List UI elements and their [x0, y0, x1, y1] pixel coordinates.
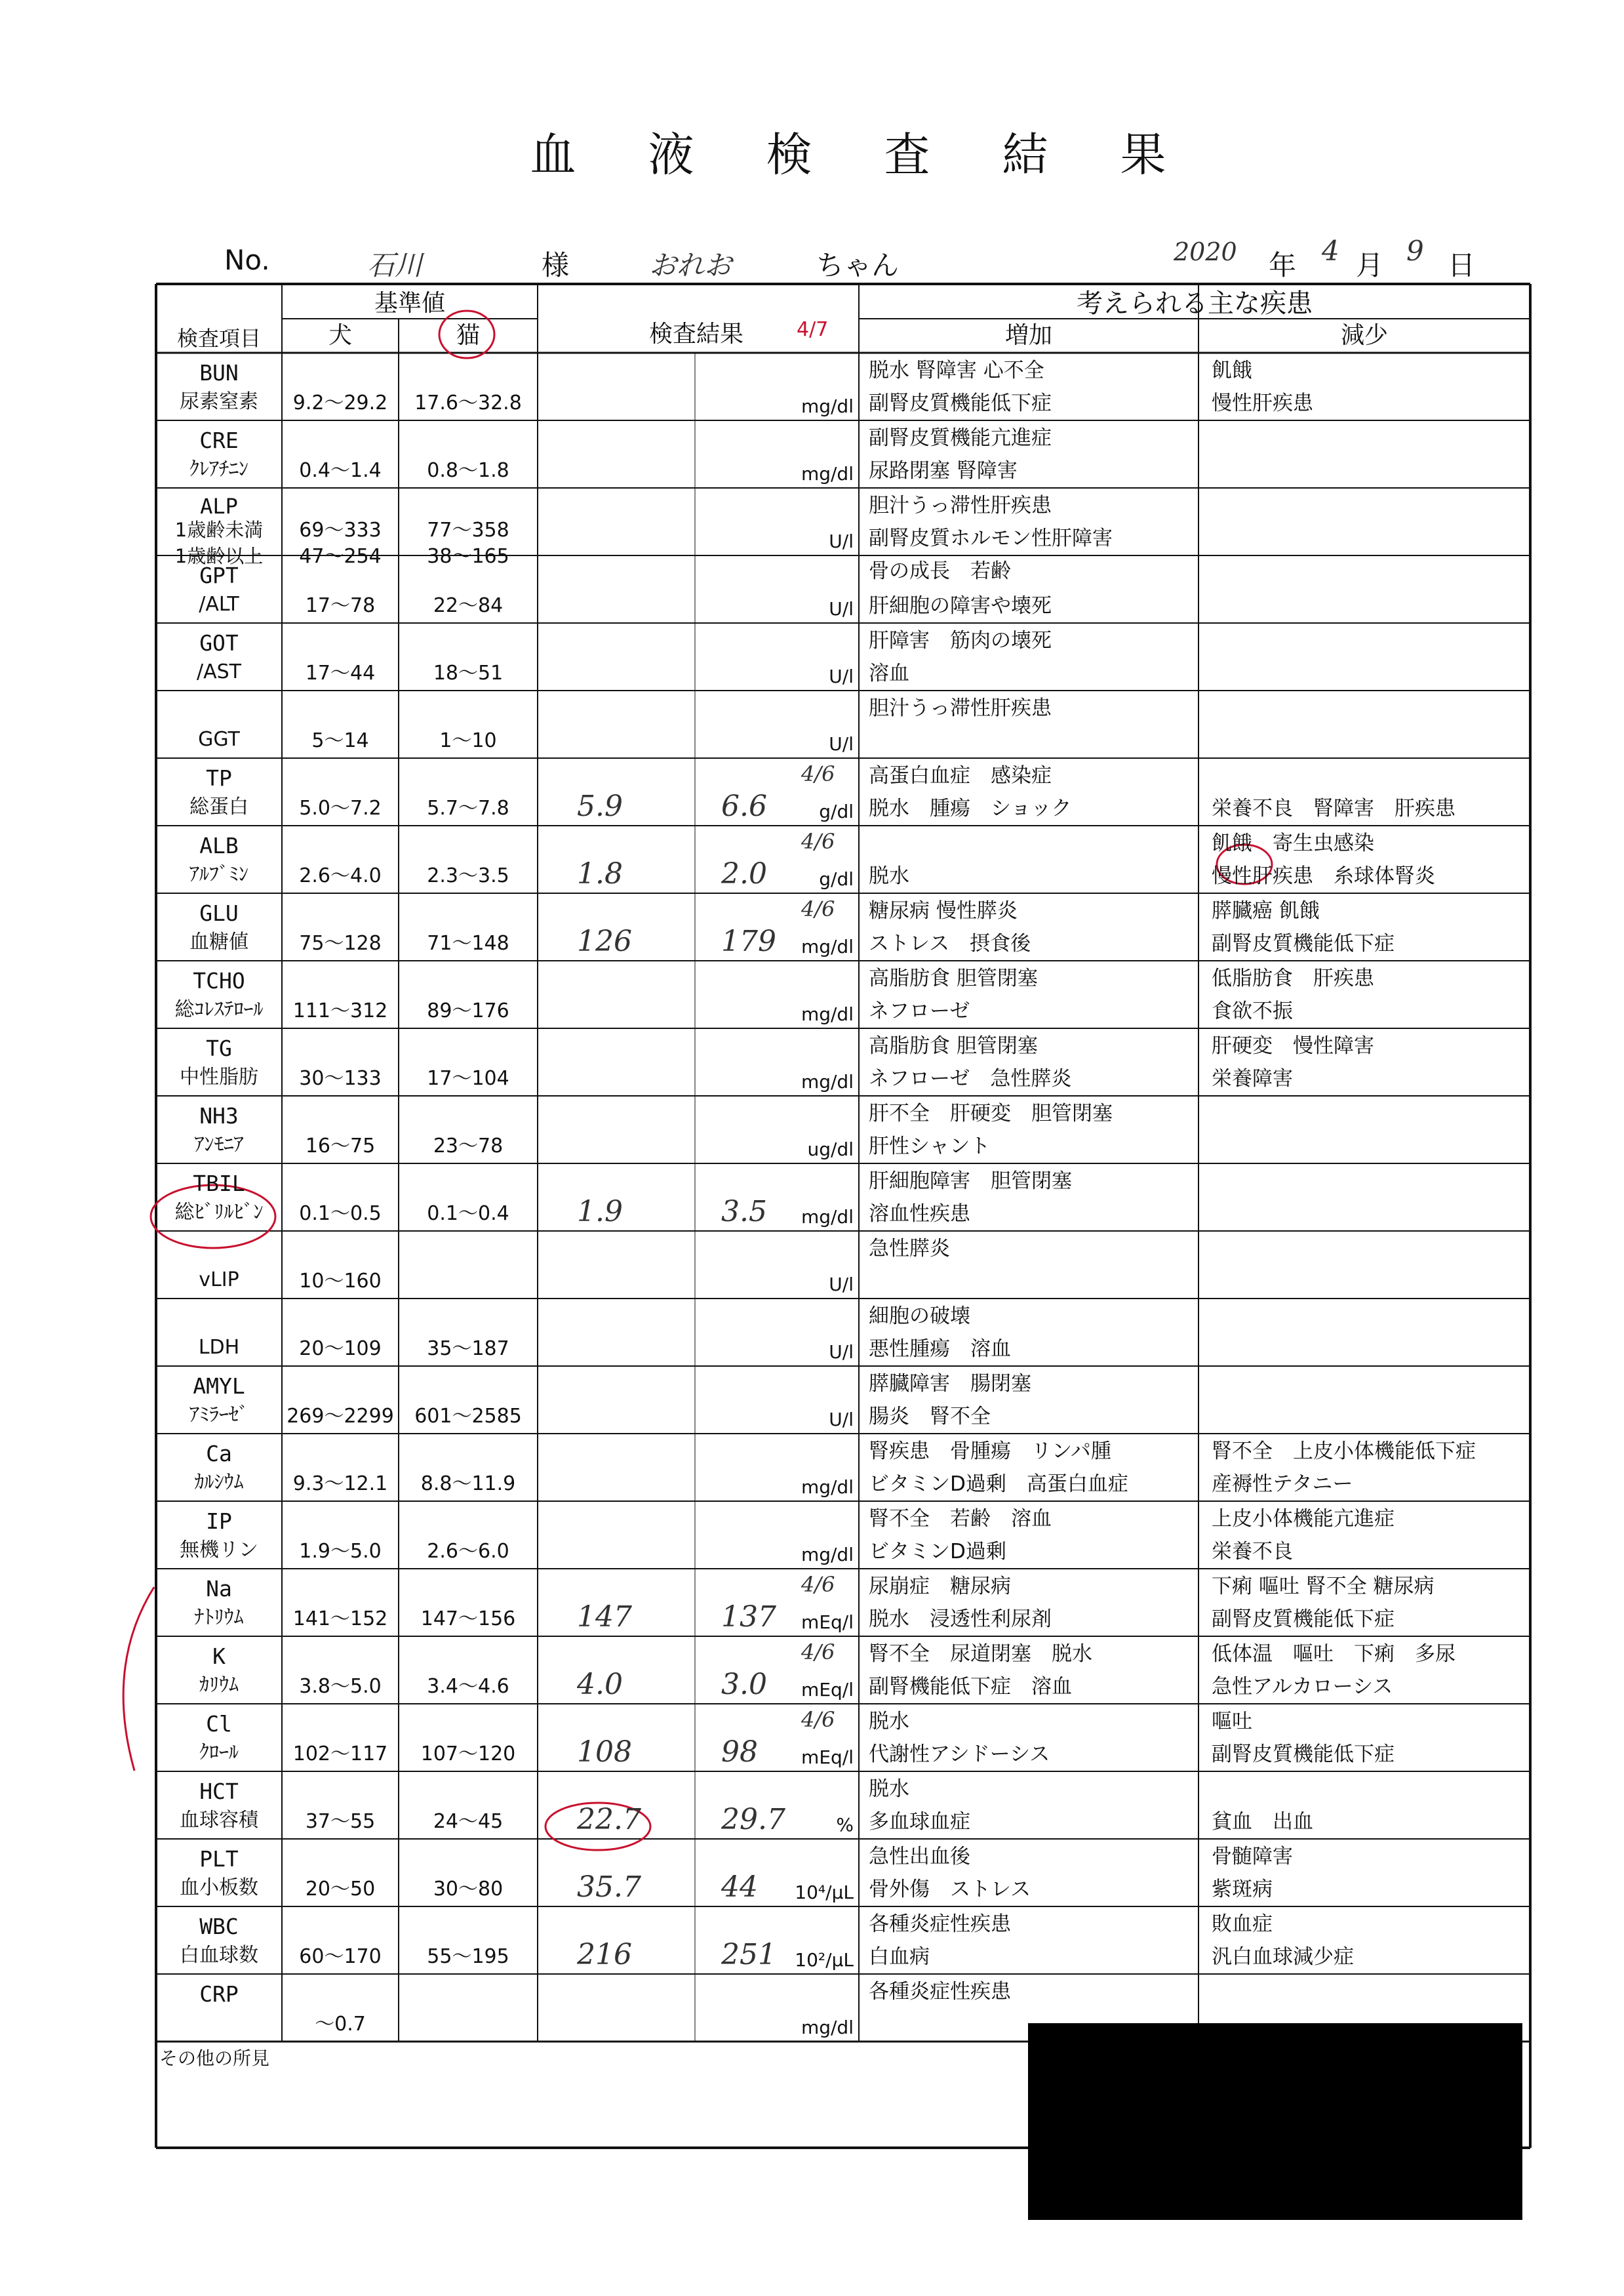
row-3-dog: 17～78 — [305, 594, 376, 617]
row-7-result-1: 1.8 — [577, 857, 623, 891]
row-15-increase-1: 腸炎 腎不全 — [869, 1405, 991, 1428]
row-14-sub: LDH — [198, 1336, 240, 1359]
row-7-name: ALB — [199, 833, 239, 858]
row-6-increase-1: 脱水 腫瘍 ショック — [869, 797, 1072, 820]
row-15-unit: U/l — [829, 1409, 854, 1430]
row-18-cat: 147～156 — [420, 1607, 516, 1630]
row-19-increase-0: 腎不全 尿道閉塞 脱水 — [869, 1642, 1092, 1666]
row-18-increase-0: 尿崩症 糖尿病 — [869, 1575, 1011, 1598]
row-23-unit: 10²/μL — [795, 1949, 854, 1971]
row-18-unit: mEq/l — [801, 1611, 854, 1633]
row-22-increase-1: 骨外傷 ストレス — [869, 1878, 1031, 1901]
row-8-result-1: 126 — [577, 925, 632, 958]
row-15-name: AMYL — [193, 1373, 245, 1399]
row-10-increase-1: ネフローゼ 急性膵炎 — [869, 1067, 1072, 1091]
row-7-result-2: 2.0 — [721, 857, 767, 891]
no-label: No. — [224, 244, 270, 276]
electrolyte-bracket — [123, 1587, 154, 1771]
report-day: 9 — [1406, 235, 1424, 267]
row-16-decrease-1: 産褥性テタニー — [1212, 1472, 1353, 1496]
row-19-dog: 3.8～5.0 — [299, 1675, 382, 1698]
row-5-increase-0: 胆汁うっ滞性肝疾患 — [869, 696, 1052, 720]
row-2-age-0: 1歳齢未満 — [174, 519, 264, 541]
row-20-decrease-0: 嘔吐 — [1212, 1710, 1252, 1733]
row-18-increase-1: 脱水 浸透性利尿剤 — [869, 1607, 1052, 1631]
row-2-age-1: 1歳齢以上 — [174, 545, 264, 567]
row-20-result-2: 98 — [721, 1735, 758, 1769]
row-19-name: K — [212, 1643, 226, 1669]
row-12-result-1: 1.9 — [577, 1195, 623, 1228]
year-label: 年 — [1269, 249, 1297, 281]
row-21-cat: 24～45 — [433, 1810, 504, 1833]
row-20-sub: ｸﾛｰﾙ — [199, 1741, 239, 1764]
header-increase: 増加 — [1004, 322, 1052, 349]
row-2-dog-0: 69～333 — [299, 519, 382, 542]
row-21-increase-1: 多血球血症 — [869, 1810, 970, 1834]
row-6-increase-0: 高蛋白血症 感染症 — [869, 764, 1052, 788]
pet-suffix: ちゃん — [816, 249, 900, 281]
row-3-increase-1: 肝細胞の障害や壊死 — [869, 594, 1052, 618]
row-9-decrease-1: 食欲不振 — [1212, 999, 1293, 1023]
row-11-increase-1: 肝性シャント — [869, 1135, 991, 1158]
row-11-increase-0: 肝不全 肝硬変 胆管閉塞 — [869, 1102, 1113, 1125]
row-7-cat: 2.3～3.5 — [427, 864, 509, 887]
row-5-sub: GGT — [198, 728, 240, 751]
row-0-cat: 17.6～32.8 — [414, 392, 522, 414]
row-9-increase-1: ネフローゼ — [869, 999, 970, 1023]
row-6-result-1: 5.9 — [577, 790, 623, 823]
row-12-dog: 0.1～0.5 — [299, 1202, 382, 1225]
row-21-name: HCT — [199, 1779, 239, 1804]
row-23-name: WBC — [199, 1914, 239, 1939]
row-17-dog: 1.9～5.0 — [299, 1540, 382, 1563]
row-6-name: TP — [206, 765, 232, 791]
row-9-increase-0: 高脂肪食 胆管閉塞 — [869, 967, 1038, 990]
row-24-dog: ～0.7 — [315, 2013, 366, 2036]
row-15-increase-0: 膵臓障害 腸閉塞 — [869, 1372, 1031, 1396]
row-8-increase-0: 糖尿病 慢性膵炎 — [869, 899, 1018, 923]
row-16-name: Ca — [206, 1441, 232, 1466]
row-7-increase-1: 脱水 — [869, 864, 909, 888]
row-20-increase-1: 代謝性アシドーシス — [869, 1742, 1050, 1766]
row-12-increase-1: 溶血性疾患 — [869, 1202, 970, 1226]
row-5-cat: 1～10 — [439, 729, 497, 752]
row-12-unit: mg/dl — [801, 1206, 854, 1228]
row-22-result-1: 35.7 — [577, 1870, 641, 1904]
header-decrease: 減少 — [1340, 322, 1388, 349]
row-4-name: GOT — [199, 630, 239, 656]
report-month: 4 — [1322, 235, 1339, 267]
row-13-increase-0: 急性膵炎 — [869, 1237, 950, 1260]
row-1-increase-1: 尿路閉塞 腎障害 — [869, 459, 1018, 483]
row-3-unit: U/l — [829, 598, 854, 620]
row-2-cat-1: 38～165 — [427, 545, 509, 568]
row-20-decrease-1: 副腎皮質機能低下症 — [1212, 1742, 1395, 1766]
row-9-cat: 89～176 — [427, 999, 509, 1022]
row-20-result-date: 4/6 — [801, 1707, 835, 1732]
row-2-increase-0: 胆汁うっ滞性肝疾患 — [869, 494, 1052, 517]
row-19-sub: ｶﾘｳﾑ — [199, 1674, 239, 1697]
row-6-decrease-1: 栄養不良 腎障害 肝疾患 — [1212, 797, 1456, 820]
row-18-result-2: 137 — [721, 1600, 776, 1634]
row-19-decrease-1: 急性アルカローシス — [1212, 1675, 1393, 1699]
row-0-dog: 9.2～29.2 — [292, 392, 388, 414]
row-14-dog: 20～109 — [299, 1337, 382, 1360]
row-7-decrease-1: 慢性肝疾患 糸球体腎炎 — [1212, 864, 1435, 888]
row-15-dog: 269～2299 — [287, 1405, 394, 1428]
row-22-decrease-0: 骨髄障害 — [1212, 1845, 1293, 1868]
row-1-dog: 0.4～1.4 — [299, 459, 382, 482]
pet-name: おれお — [649, 249, 732, 281]
row-7-unit: g/dl — [819, 868, 854, 890]
row-10-decrease-1: 栄養障害 — [1212, 1067, 1293, 1091]
header-reference: 基準値 — [374, 290, 445, 317]
row-5-dog: 5～14 — [311, 729, 369, 752]
owner-name: 石川 — [367, 249, 423, 281]
row-3-sub: /ALT — [199, 593, 239, 616]
row-10-dog: 30～133 — [299, 1067, 382, 1090]
row-11-name: NH3 — [199, 1103, 239, 1129]
row-17-decrease-0: 上皮小体機能亢進症 — [1212, 1507, 1395, 1531]
row-8-dog: 75～128 — [299, 932, 382, 955]
row-16-decrease-0: 腎不全 上皮小体機能低下症 — [1212, 1440, 1476, 1463]
row-14-increase-1: 悪性腫瘍 溶血 — [869, 1337, 1011, 1361]
row-0-sub: 尿素窒素 — [180, 390, 258, 413]
row-2-dog-1: 47～254 — [299, 545, 382, 568]
row-22-dog: 20～50 — [305, 1878, 376, 1901]
row-22-increase-0: 急性出血後 — [869, 1845, 970, 1868]
month-label: 月 — [1356, 249, 1384, 281]
remarks-label: その他の所見 — [159, 2047, 270, 2069]
row-21-unit: % — [836, 1814, 854, 1836]
row-21-sub: 血球容積 — [180, 1809, 258, 1832]
row-6-result-date: 4/6 — [801, 761, 835, 786]
row-13-unit: U/l — [829, 1274, 854, 1295]
row-4-sub: /AST — [197, 660, 241, 683]
row-16-unit: mg/dl — [801, 1476, 854, 1498]
row-22-sub: 血小板数 — [180, 1876, 258, 1899]
row-23-sub: 白血球数 — [180, 1944, 258, 1967]
row-7-sub: ｱﾙﾌﾞﾐﾝ — [189, 863, 248, 886]
row-19-result-date: 4/6 — [801, 1640, 835, 1664]
row-14-unit: U/l — [829, 1341, 854, 1363]
row-1-increase-0: 副腎皮質機能亢進症 — [869, 426, 1052, 450]
row-17-cat: 2.6～6.0 — [427, 1540, 509, 1563]
row-0-increase-1: 副腎皮質機能低下症 — [869, 392, 1052, 415]
row-18-dog: 141～152 — [292, 1607, 388, 1630]
row-4-increase-1: 溶血 — [869, 662, 909, 685]
row-12-result-2: 3.5 — [721, 1195, 767, 1228]
row-1-cat: 0.8～1.8 — [427, 459, 509, 482]
row-15-sub: ｱﾐﾗｰｾﾞ — [189, 1403, 248, 1426]
row-6-cat: 5.7～7.8 — [427, 797, 509, 820]
row-23-increase-0: 各種炎症性疾患 — [869, 1912, 1011, 1936]
day-label: 日 — [1448, 249, 1476, 281]
row-0-unit: mg/dl — [801, 395, 854, 417]
row-18-result-1: 147 — [577, 1600, 632, 1634]
row-11-dog: 16～75 — [305, 1135, 376, 1158]
row-7-decrease-0: 飢餓 寄生虫感染 — [1212, 832, 1374, 855]
row-20-dog: 102～117 — [292, 1742, 388, 1765]
row-9-unit: mg/dl — [801, 1003, 854, 1025]
row-24-unit: mg/dl — [801, 2017, 854, 2038]
row-19-result-2: 3.0 — [721, 1668, 767, 1701]
row-5-unit: U/l — [829, 733, 854, 755]
row-6-dog: 5.0～7.2 — [299, 797, 382, 820]
row-11-sub: ｱﾝﾓﾆｱ — [194, 1133, 244, 1156]
row-0-decrease-0: 飢餓 — [1212, 359, 1252, 382]
row-18-name: Na — [206, 1576, 232, 1601]
header-dog: 犬 — [328, 322, 352, 349]
header-item: 検査項目 — [176, 326, 261, 351]
row-4-increase-0: 肝障害 筋肉の壊死 — [869, 629, 1052, 653]
row-21-result-1: 22.7 — [577, 1803, 641, 1836]
row-13-dog: 10～160 — [299, 1270, 382, 1293]
row-23-result-2: 251 — [721, 1938, 776, 1971]
row-2-increase-1: 副腎皮質ホルモン性肝障害 — [869, 527, 1113, 550]
row-12-cat: 0.1～0.4 — [427, 1202, 509, 1225]
row-17-unit: mg/dl — [801, 1544, 854, 1565]
row-12-increase-0: 肝細胞障害 胆管閉塞 — [869, 1169, 1072, 1193]
row-19-increase-1: 副腎機能低下症 溶血 — [869, 1675, 1072, 1699]
row-9-sub: 総ｺﾚｽﾃﾛｰﾙ — [174, 998, 264, 1021]
row-3-name: GPT — [199, 563, 239, 588]
row-7-result-date: 4/6 — [801, 829, 835, 854]
row-16-sub: ｶﾙｼｳﾑ — [194, 1471, 244, 1494]
row-6-unit: g/dl — [819, 801, 854, 822]
row-10-cat: 17～104 — [427, 1067, 509, 1090]
row-10-unit: mg/dl — [801, 1071, 854, 1093]
row-1-sub: ｸﾚｱﾁﾆﾝ — [189, 458, 248, 481]
row-23-result-1: 216 — [577, 1938, 632, 1971]
row-17-sub: 無機リン — [180, 1539, 258, 1561]
row-8-name: GLU — [199, 900, 239, 926]
row-11-cat: 23～78 — [433, 1135, 504, 1158]
row-4-unit: U/l — [829, 666, 854, 687]
row-2-increase-2: 骨の成長 若齢 — [869, 559, 1011, 583]
row-16-cat: 8.8～11.9 — [420, 1472, 516, 1495]
row-6-result-2: 6.6 — [721, 790, 767, 823]
row-20-unit: mEq/l — [801, 1746, 854, 1768]
row-17-decrease-1: 栄養不良 — [1212, 1540, 1293, 1563]
row-11-unit: ug/dl — [807, 1138, 854, 1160]
row-3-cat: 22～84 — [433, 594, 504, 617]
row-17-increase-1: ビタミンD過剰 — [869, 1540, 1006, 1563]
report-year: 2020 — [1174, 237, 1237, 266]
row-10-increase-0: 高脂肪食 胆管閉塞 — [869, 1034, 1038, 1058]
row-18-decrease-0: 下痢 嘔吐 腎不全 糖尿病 — [1212, 1575, 1435, 1598]
row-9-name: TCHO — [193, 968, 245, 994]
row-20-cat: 107～120 — [420, 1742, 516, 1765]
row-22-name: PLT — [199, 1846, 239, 1872]
row-4-cat: 18～51 — [433, 662, 504, 685]
row-0-increase-0: 脱水 腎障害 心不全 — [869, 359, 1044, 382]
header-result: 検査結果 — [649, 321, 744, 348]
row-0-name: BUN — [199, 360, 239, 386]
row-19-unit: mEq/l — [801, 1679, 854, 1701]
row-21-result-2: 29.7 — [721, 1803, 785, 1836]
header-diseases: 考えられる主な疾患 — [1077, 289, 1313, 319]
row-24-increase-0: 各種炎症性疾患 — [869, 1980, 1011, 2004]
row-2-unit: U/l — [829, 531, 854, 552]
row-8-unit: mg/dl — [801, 936, 854, 957]
row-10-decrease-0: 肝硬変 慢性障害 — [1212, 1034, 1374, 1058]
row-16-increase-1: ビタミンD過剰 高蛋白血症 — [869, 1472, 1128, 1496]
row-18-result-date: 4/6 — [801, 1572, 835, 1597]
row-1-name: CRE — [199, 428, 239, 453]
row-16-dog: 9.3～12.1 — [292, 1472, 388, 1495]
row-8-result-2: 179 — [721, 925, 776, 958]
row-23-increase-1: 白血病 — [869, 1945, 930, 1969]
row-14-increase-0: 細胞の破壊 — [869, 1304, 970, 1328]
row-19-cat: 3.4～4.6 — [427, 1675, 509, 1698]
row-18-sub: ﾅﾄﾘｳﾑ — [194, 1606, 244, 1629]
row-20-result-1: 108 — [577, 1735, 632, 1769]
row-21-increase-0: 脱水 — [869, 1777, 909, 1801]
row-23-dog: 60～170 — [299, 1945, 382, 1968]
row-22-result-2: 44 — [721, 1870, 758, 1904]
row-21-dog: 37～55 — [305, 1810, 376, 1833]
row-8-result-date: 4/6 — [801, 896, 835, 921]
row-19-decrease-0: 低体温 嘔吐 下痢 多尿 — [1212, 1642, 1456, 1666]
row-12-sub: 総ﾋﾞﾘﾙﾋﾞﾝ — [174, 1201, 264, 1224]
row-17-name: IP — [206, 1508, 232, 1534]
row-19-result-1: 4.0 — [577, 1668, 623, 1701]
row-1-unit: mg/dl — [801, 463, 854, 485]
row-22-unit: 10⁴/μL — [795, 1882, 854, 1903]
owner-suffix: 様 — [542, 249, 570, 281]
header-cat: 猫 — [456, 322, 480, 349]
row-16-increase-0: 腎疾患 骨腫瘍 リンパ腫 — [869, 1440, 1111, 1463]
row-8-increase-1: ストレス 摂食後 — [869, 932, 1031, 956]
row-20-name: Cl — [206, 1711, 232, 1737]
row-8-decrease-0: 膵臓癌 飢餓 — [1212, 899, 1320, 923]
row-10-sub: 中性脂肪 — [180, 1066, 258, 1089]
row-22-cat: 30～80 — [433, 1878, 504, 1901]
row-22-decrease-1: 紫斑病 — [1212, 1878, 1273, 1901]
row-8-decrease-1: 副腎皮質機能低下症 — [1212, 932, 1395, 956]
header-result-date: 4/7 — [797, 318, 829, 341]
row-23-decrease-0: 敗血症 — [1212, 1912, 1273, 1936]
row-14-cat: 35～187 — [427, 1337, 509, 1360]
row-24-name: CRP — [199, 1981, 239, 2007]
row-7-dog: 2.6～4.0 — [299, 864, 382, 887]
row-18-decrease-1: 副腎皮質機能低下症 — [1212, 1607, 1395, 1631]
row-13-sub: vLIP — [199, 1268, 239, 1291]
row-8-sub: 血糖値 — [189, 931, 248, 954]
row-15-cat: 601～2585 — [414, 1405, 522, 1428]
row-0-decrease-1: 慢性肝疾患 — [1212, 392, 1313, 415]
row-6-sub: 総蛋白 — [189, 796, 248, 818]
row-21-decrease-1: 貧血 出血 — [1212, 1810, 1313, 1834]
row-20-increase-0: 脱水 — [869, 1710, 909, 1733]
row-9-decrease-0: 低脂肪食 肝疾患 — [1212, 967, 1374, 990]
redaction-box — [1028, 2023, 1522, 2220]
row-2-cat-0: 77～358 — [427, 519, 509, 542]
row-23-decrease-1: 汎白血球減少症 — [1212, 1945, 1354, 1969]
row-9-dog: 111～312 — [292, 999, 388, 1022]
row-17-increase-0: 腎不全 若齢 溶血 — [869, 1507, 1052, 1531]
row-12-name: TBIL — [193, 1171, 245, 1196]
document-title: 血液検査結果 — [530, 128, 1238, 182]
row-8-cat: 71～148 — [427, 932, 509, 955]
row-2-name: ALP — [200, 494, 238, 519]
row-4-dog: 17～44 — [305, 662, 376, 685]
row-10-name: TG — [206, 1036, 232, 1061]
row-23-cat: 55～195 — [427, 1945, 509, 1968]
